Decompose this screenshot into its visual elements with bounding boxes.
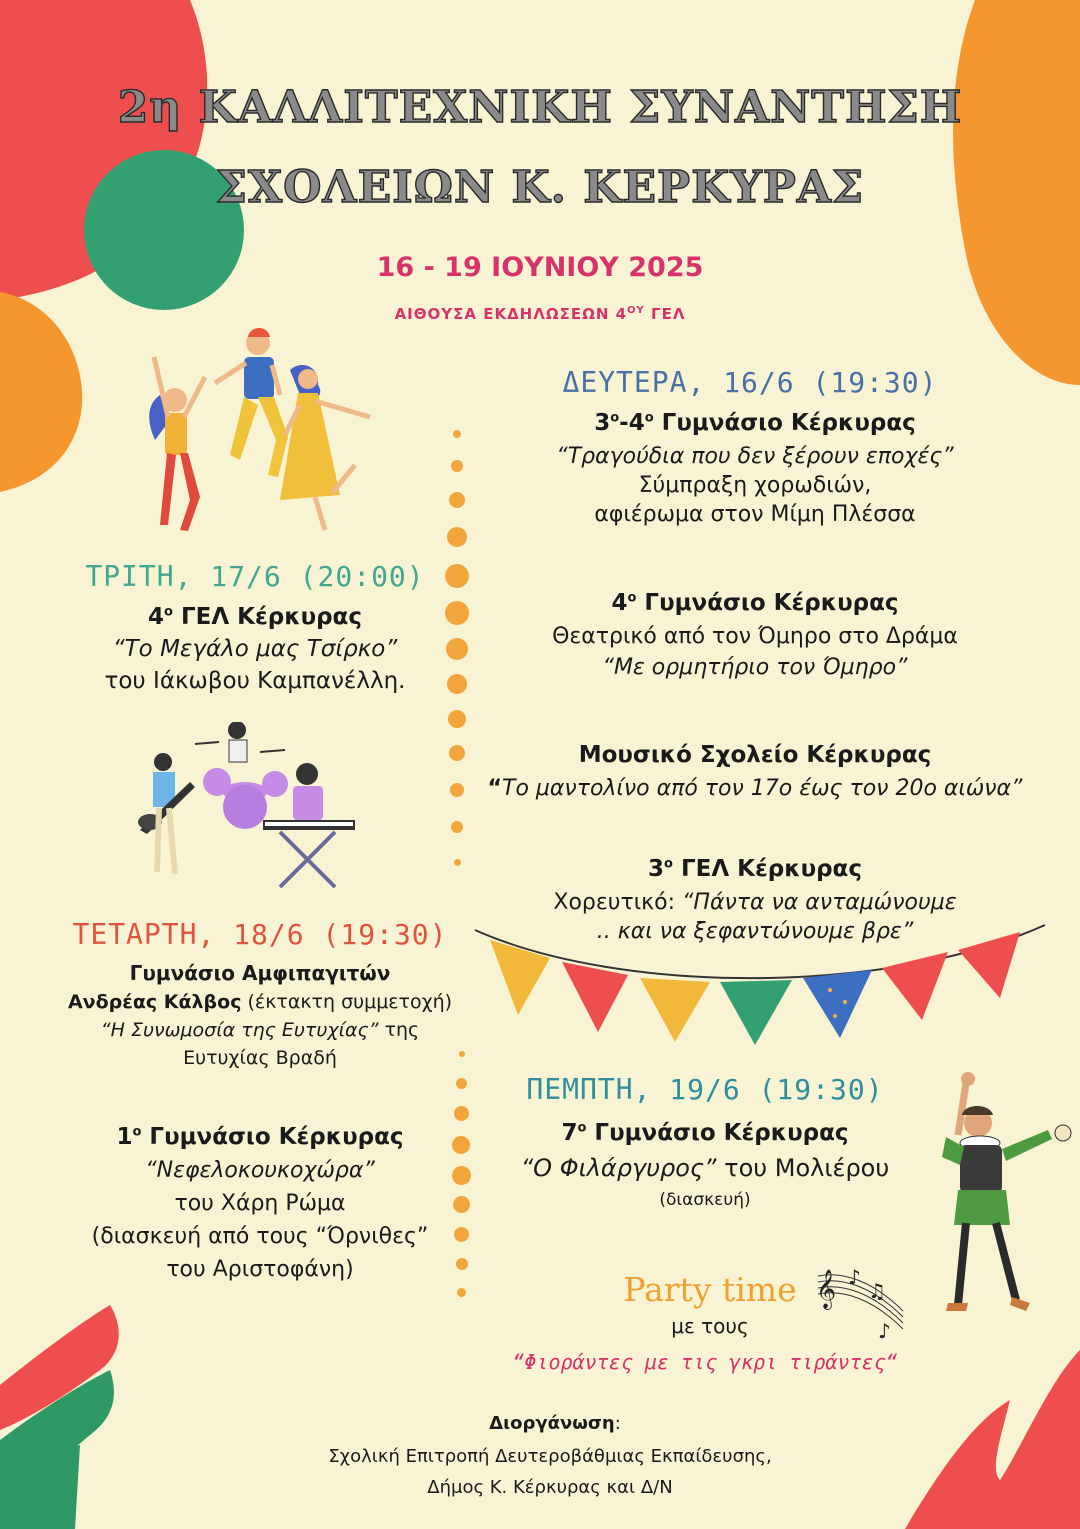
title-line-1: 2η ΚΑΛΛΙΤΕΧΝΙΚΗ ΣΥΝΑΝΤΗΣΗ (117, 82, 963, 133)
wednesday-event-1: Γυμνάσιο Αμφιπαγιτών Ανδρέας Κάλβος (έκτακτη συμμετοχή) “Η Συνωμοσία της Ευτυχίας” της Ευτυχίας Βραδή (20, 961, 500, 1069)
school-name: Γυμνάσιο Αμφιπαγιτών (129, 961, 391, 985)
band-illustration (135, 722, 360, 892)
party-with: με τους (671, 1314, 749, 1338)
monday-event-4: $3^o$ ΓΕΛ Κέρκυρας Χορευτικό: “Πάντα να ανταμώνουμε .. και να ξεφαντώνουμε βρε” (455, 856, 1055, 944)
school-name: $3^o-4^o$ Γυμνάσιο Κέρκυρας (594, 410, 916, 436)
school-name: $4^o$ ΓΕΛ Κέρκυρας (148, 604, 362, 630)
thursday-event: $7^o$ Γυμνάσιο Κέρκυρας “Ο Φιλάργυρος” του Μολιέρου (διασκευή) (470, 1120, 940, 1210)
school-name: $3^o$ ΓΕΛ Κέρκυρας (648, 856, 862, 882)
party-band: “Φιοράντες με τις γκρι τιράντες“ (512, 1350, 898, 1374)
monday-heading: ΔΕΥΤΕΡΑ, 16/6 (19:30) (562, 366, 938, 399)
monday-event-3: Μουσικό Σχολείο Κέρκυρας “Το μαντολίνο από τον 17ο έως τον 20ο αιώνα” (455, 742, 1055, 801)
red-zigzag-bottom-right (905, 1350, 1080, 1529)
event-dates: 16 - 19 ΙΟΥΝΙΟΥ 2025 (376, 252, 704, 283)
party-title: Party time (623, 1270, 797, 1309)
actor-illustration (918, 1065, 1080, 1320)
tuesday-event: $4^o$ ΓΕΛ Κέρκυρας “Το Μεγάλο μας Τσίρκο” του Ιάκωβου Καμπανέλλη. (30, 604, 480, 694)
wednesday-event-2: $1^o$ Γυμνάσιο Κέρκυρας “Νεφελοκουκοχώρα” του Χάρη Ρώμα (διασκευή από τους “Όρνιθες” του Αριστοφάνη) (20, 1124, 500, 1282)
dancers-illustration (140, 325, 380, 540)
monday-event-1: $3^o-4^o$ Γυμνάσιο Κέρκυρας “Τραγούδια που δεν ξέρουν εποχές” Σύμπραξη χορωδιών, αφιέρωμα στον Μίμη Πλέσσα (455, 410, 1055, 527)
venue: ΑΙΘΟΥΣΑ ΕΚΔΗΛΩΣΕΩΝ $4^{O\Upsilon}$ ΓΕΛ (394, 305, 686, 323)
monday-event-2: $4^o$ Γυμνάσιο Κέρκυρας Θεατρικό από τον Όμηρο στο Δράμα “Με ορμητήριο τον Όμηρο” (455, 590, 1055, 680)
title-line-2: ΣΧΟΛΕΙΩΝ Κ. ΚΕΡΚΥΡΑΣ (215, 162, 865, 213)
wednesday-heading: ΤΕΤΑΡΤΗ, 18/6 (19:30) (72, 918, 448, 951)
thursday-heading: ΠΕΜΠΤΗ, 19/6 (19:30) (526, 1073, 884, 1106)
school-name: $7^o$ Γυμνάσιο Κέρκυρας (561, 1120, 849, 1146)
school-name: $1^o$ Γυμνάσιο Κέρκυρας (116, 1124, 404, 1150)
tuesday-heading: ΤΡΙΤΗ, 17/6 (20:00) (85, 560, 425, 593)
footer-label: Διοργάνωση: (489, 1413, 621, 1434)
footer-line-3: Δήμος Κ. Κέρκυρας και Δ/Ν (427, 1477, 673, 1498)
svg-text:♫: ♫ (868, 1279, 886, 1303)
svg-text:♪: ♪ (848, 1265, 861, 1289)
school-name: Μουσικό Σχολείο Κέρκυρας (578, 742, 932, 768)
svg-text:𝄞: 𝄞 (816, 1269, 837, 1309)
school-name: $4^o$ Γυμνάσιο Κέρκυρας (611, 590, 899, 616)
svg-text:♪: ♪ (878, 1319, 891, 1343)
footer-line-2: Σχολική Επιτροπή Δευτεροβάθμιας Εκπαίδευσης, (328, 1446, 772, 1467)
